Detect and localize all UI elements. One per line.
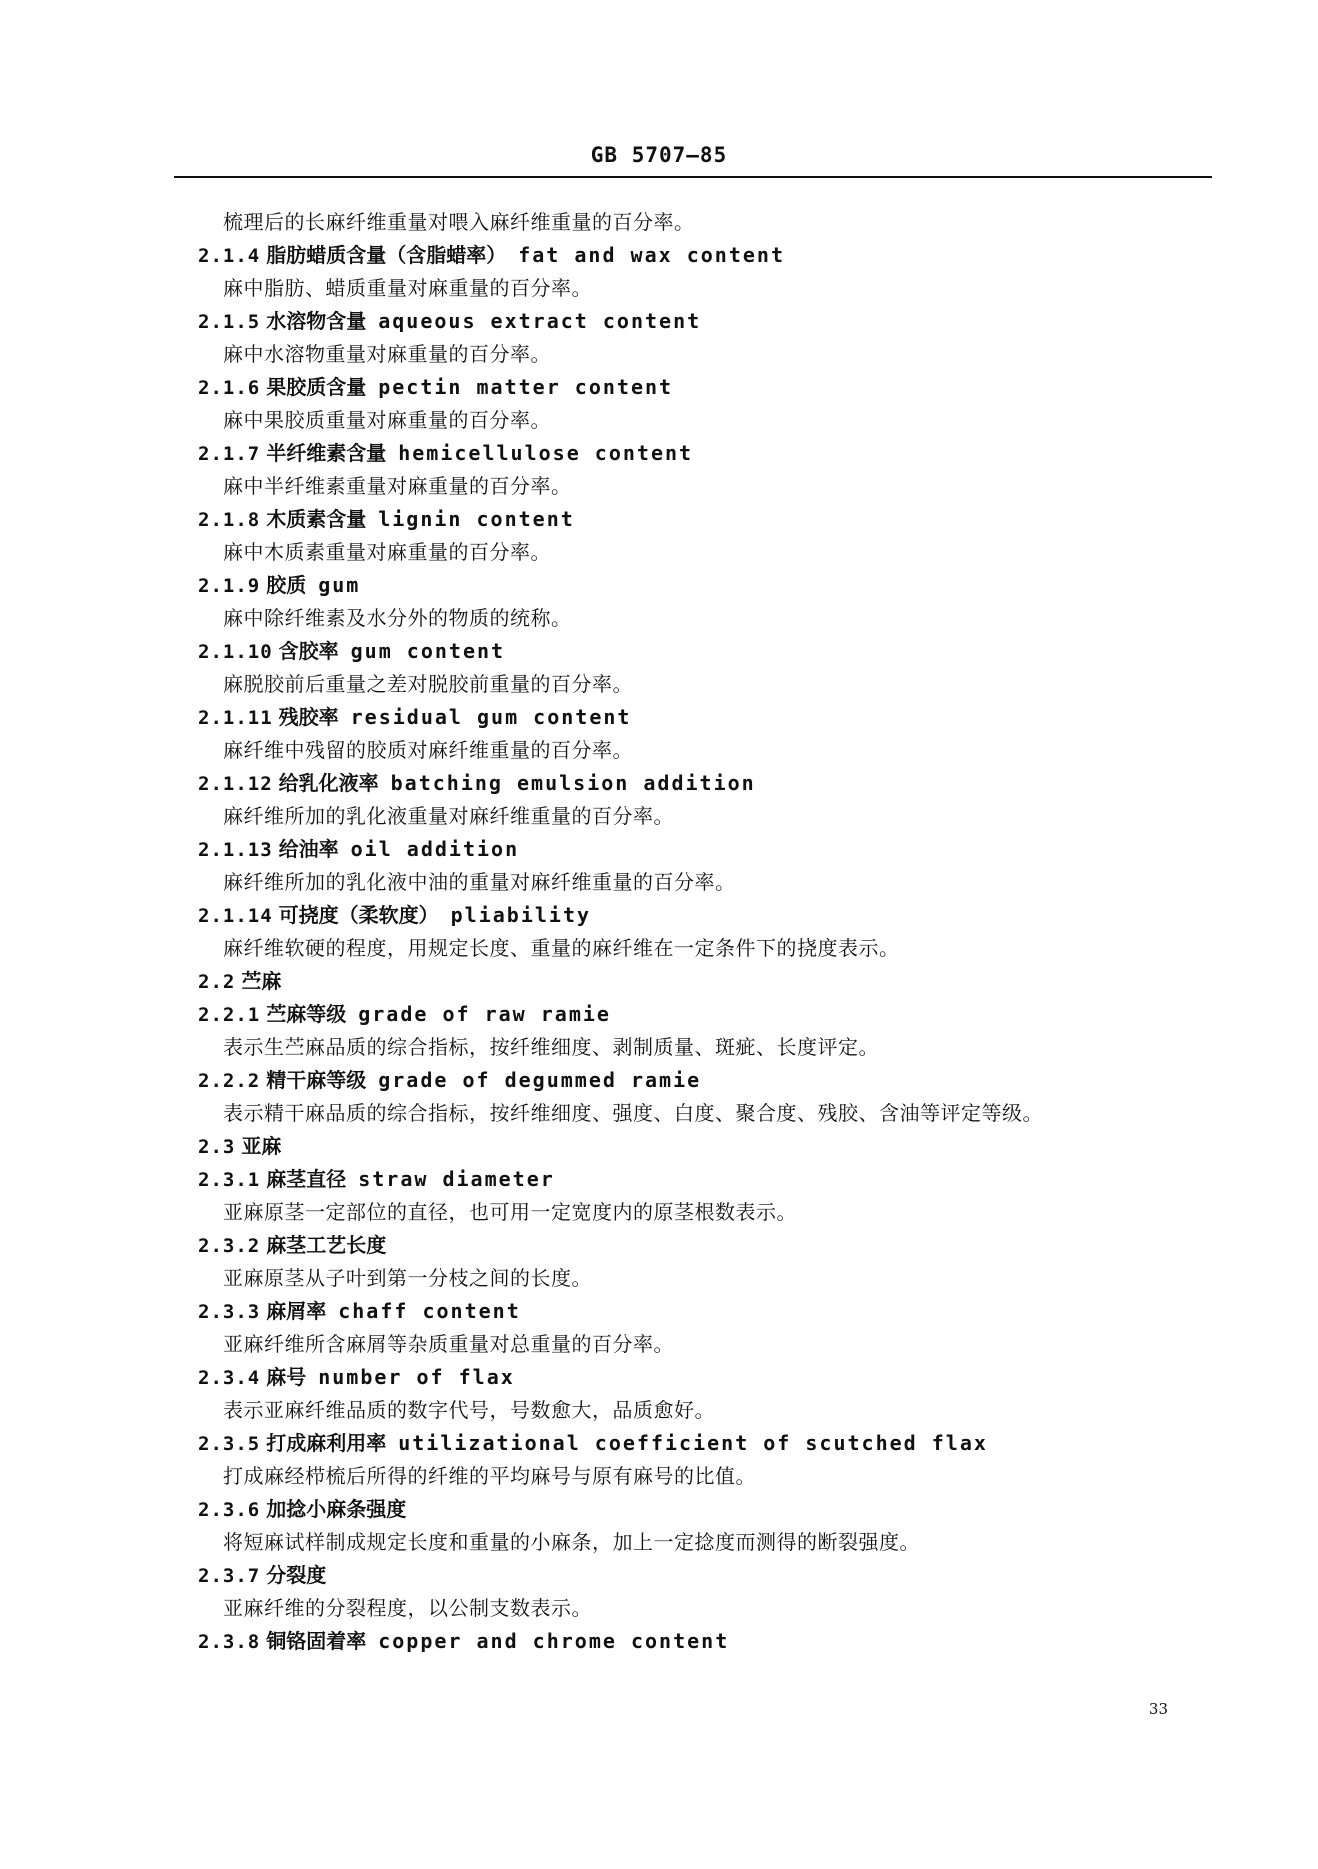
term-english: batching emulsion addition	[390, 771, 756, 795]
term-english: pliability	[450, 903, 592, 927]
clause-number: 2.1.13	[198, 839, 273, 861]
term-definition: 麻中半纤维素重量对麻重量的百分率。	[223, 474, 572, 498]
term-chinese: 铜铬固着率	[266, 1629, 367, 1653]
term-entry	[198, 965, 1218, 998]
term-chinese: 苎麻等级	[266, 1002, 347, 1026]
term-definition: 麻纤维软硬的程度，用规定长度、重量的麻纤维在一定条件下的挠度表示。	[223, 936, 900, 960]
term-entry	[198, 437, 1218, 470]
clause-number: 2.3.6	[198, 1499, 261, 1521]
term-definition: 麻纤维所加的乳化液重量对麻纤维重量的百分率。	[223, 804, 674, 828]
term-definition: 麻脱胶前后重量之差对脱胶前重量的百分率。	[223, 672, 633, 696]
clause-number: 2.2.1	[198, 1004, 261, 1026]
term-entry	[198, 1559, 1218, 1592]
term-definition: 将短麻试样制成规定长度和重量的小麻条，加上一定捻度而测得的断裂强度。	[223, 1530, 920, 1554]
term-english: lignin content	[378, 507, 575, 531]
clause-number: 2.1.12	[198, 773, 273, 795]
term-chinese: 残胶率	[278, 705, 339, 729]
term-definition: 梳理后的长麻纤维重量对喂入麻纤维重量的百分率。	[223, 210, 695, 234]
term-entry	[198, 1295, 1218, 1328]
term-chinese: 亚麻	[241, 1134, 282, 1158]
term-english: utilizational coefficient of scutched flax	[398, 1431, 988, 1455]
term-entry	[198, 1064, 1218, 1097]
term-definition: 亚麻原茎一定部位的直径，也可用一定宽度内的原茎根数表示。	[223, 1200, 797, 1224]
term-definition: 麻中脂肪、蜡质重量对麻重量的百分率。	[223, 276, 592, 300]
term-chinese: 给油率	[278, 837, 339, 861]
clause-number: 2.1.14	[198, 905, 273, 927]
term-entry	[198, 767, 1218, 800]
term-chinese: 胶质	[266, 573, 307, 597]
term-english: pectin matter content	[378, 375, 674, 399]
clause-number: 2.3	[198, 1136, 236, 1158]
term-chinese: 果胶质含量	[266, 375, 367, 399]
clause-number: 2.1.8	[198, 509, 261, 531]
term-chinese: 麻屑率	[266, 1299, 327, 1323]
clause-number: 2.1.9	[198, 575, 261, 597]
term-chinese: 半纤维素含量	[266, 441, 387, 465]
term-chinese: 麻号	[266, 1365, 307, 1389]
term-chinese: 脂肪蜡质含量（含脂蜡率）	[266, 243, 507, 267]
clause-number: 2.1.7	[198, 443, 261, 465]
clause-number: 2.2	[198, 971, 236, 993]
term-chinese: 麻茎直径	[266, 1167, 347, 1191]
term-entry	[198, 1361, 1218, 1394]
term-english: number of flax	[318, 1365, 515, 1389]
term-english: straw diameter	[358, 1167, 555, 1191]
term-entry	[198, 305, 1218, 338]
term-entry	[198, 569, 1218, 602]
clause-number: 2.1.4	[198, 245, 261, 267]
term-chinese: 木质素含量	[266, 507, 367, 531]
term-english: aqueous extract content	[378, 309, 702, 333]
term-english: fat and wax content	[518, 243, 785, 267]
term-entry	[198, 701, 1218, 734]
clause-number: 2.3.1	[198, 1169, 261, 1191]
clause-number: 2.1.6	[198, 377, 261, 399]
document-body	[198, 206, 1218, 1658]
term-chinese: 含胶率	[278, 639, 339, 663]
term-english: chaff content	[338, 1299, 521, 1323]
term-entry	[198, 998, 1218, 1031]
term-chinese: 苎麻	[241, 969, 282, 993]
term-definition: 麻中木质素重量对麻重量的百分率。	[223, 540, 551, 564]
term-definition: 表示精干麻品质的综合指标，按纤维细度、强度、白度、聚合度、残胶、含油等评定等级。	[223, 1101, 1043, 1125]
term-definition: 亚麻纤维所含麻屑等杂质重量对总重量的百分率。	[223, 1332, 674, 1356]
term-english: hemicellulose content	[398, 441, 694, 465]
clause-number: 2.2.2	[198, 1070, 261, 1092]
term-chinese: 麻茎工艺长度	[266, 1233, 387, 1257]
term-english: grade of raw ramie	[358, 1002, 611, 1026]
term-definition: 亚麻纤维的分裂程度，以公制支数表示。	[223, 1596, 592, 1620]
document-header: GB 5707—85	[590, 143, 728, 167]
clause-number: 2.3.4	[198, 1367, 261, 1389]
term-entry	[198, 239, 1218, 272]
term-entry	[198, 1229, 1218, 1262]
term-chinese: 水溶物含量	[266, 309, 367, 333]
term-definition: 打成麻经栉梳后所得的纤维的平均麻号与原有麻号的比值。	[223, 1464, 756, 1488]
term-english: residual gum content	[350, 705, 632, 729]
term-entry	[198, 503, 1218, 536]
term-entry	[198, 635, 1218, 668]
clause-number: 2.1.5	[198, 311, 261, 333]
term-definition: 表示生苎麻品质的综合指标，按纤维细度、剥制质量、斑疵、长度评定。	[223, 1035, 879, 1059]
term-definition: 麻纤维所加的乳化液中油的重量对麻纤维重量的百分率。	[223, 870, 736, 894]
term-chinese: 可挠度（柔软度）	[278, 903, 439, 927]
clause-number: 2.1.11	[198, 707, 273, 729]
clause-number: 2.3.2	[198, 1235, 261, 1257]
clause-number: 2.3.8	[198, 1631, 261, 1653]
page-number: 33	[1148, 1700, 1168, 1718]
header-rule	[174, 176, 1212, 178]
term-entry	[198, 899, 1218, 932]
term-entry	[198, 1625, 1218, 1658]
clause-number: 2.1.10	[198, 641, 273, 663]
term-definition: 麻中水溶物重量对麻重量的百分率。	[223, 342, 551, 366]
term-english: gum	[318, 573, 361, 597]
term-definition: 麻中果胶质重量对麻重量的百分率。	[223, 408, 551, 432]
term-entry	[198, 1493, 1218, 1526]
term-chinese: 打成麻利用率	[266, 1431, 387, 1455]
term-definition: 麻中除纤维素及水分外的物质的统称。	[223, 606, 572, 630]
term-english: oil addition	[350, 837, 520, 861]
term-entry	[198, 1163, 1218, 1196]
term-chinese: 分裂度	[266, 1563, 327, 1587]
clause-number: 2.3.5	[198, 1433, 261, 1455]
term-english: copper and chrome content	[378, 1629, 730, 1653]
term-entry	[198, 1130, 1218, 1163]
term-entry	[198, 833, 1218, 866]
term-entry	[198, 1427, 1218, 1460]
term-chinese: 加捻小麻条强度	[266, 1497, 407, 1521]
term-chinese: 精干麻等级	[266, 1068, 367, 1092]
term-entry	[198, 371, 1218, 404]
term-english: gum content	[350, 639, 506, 663]
term-english: grade of degummed ramie	[378, 1068, 702, 1092]
clause-number: 2.3.7	[198, 1565, 261, 1587]
term-definition: 麻纤维中残留的胶质对麻纤维重量的百分率。	[223, 738, 633, 762]
term-definition: 表示亚麻纤维品质的数字代号，号数愈大，品质愈好。	[223, 1398, 715, 1422]
clause-number: 2.3.3	[198, 1301, 261, 1323]
term-chinese: 给乳化液率	[278, 771, 379, 795]
term-definition: 亚麻原茎从子叶到第一分枝之间的长度。	[223, 1266, 592, 1290]
